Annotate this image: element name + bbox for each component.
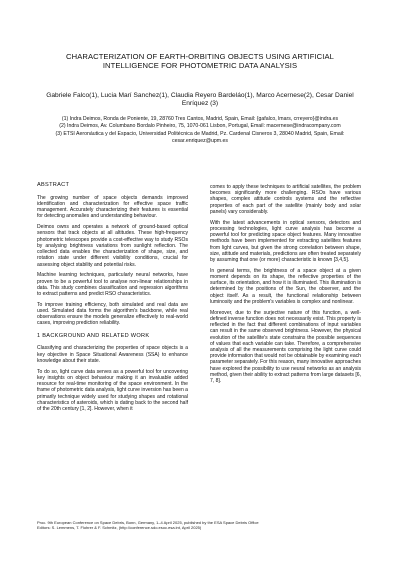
abstract-paragraph: Deimos owns and operates a network of ground-based optical sensors that track objects at all altitudes. These high-frequency photometric telescopes provide a cost-effective way to study RSOs by analysing brightness variations from sunlight reflection. The collected data enables the characterization of shape, size, and rotation state under different visibility conditions, crucial for assessing object stability and potential risks. [37, 224, 188, 268]
abstract-paragraph: The growing number of space objects demands improved identification and characterization for effective space traffic management. Accurately characterizing their features is essential for detecting anomalies and understanding behaviour. [37, 194, 188, 220]
body-paragraph: With the latest advancements in optical sensors, detectors and processing technologies, light curve analysis has become a powerful tool for predicting space object features. Many innovative methods have been implemented for extracting satellites features from light curves, but given the strong correlation between shape, size, attitude and materials, predictions are often treated separately by assuming that one (or more) characteristic is known [3,4,5]. [210, 219, 361, 263]
abstract-heading: ABSTRACT [37, 182, 70, 188]
abstract-paragraph: Machine learning techniques, particularly neural networks, have proven to be a powerful tool to analyse non-linear relationships in data. This study combines classification and regression algorithms to extract patterns and predict RSO characteristics. [37, 272, 188, 297]
body-paragraph: Moreover, due to the surjective nature of this function, a well-defined inverse function does not necessarily exist. This property is reflected in the fact that different combinations of input variables can result in the same observed brightness. However, the physical evolution of the satellite's state constrains the possible sequences of values that each variable can take. Therefore, a comprehensive analysis of all the measurements comprising the light curve could provide information that would not be obtainable by examining each parameter separately. For this reason, many innovative approaches have explored the possibility to use neural networks as an analysis method, given their ability to extract patterns from large datasets [6, 7, 8]. [210, 309, 361, 385]
left-column [37, 182, 188, 417]
paper-title: CHARACTERIZATION OF EARTH-ORBITING OBJECTS USING ARTIFICIAL INTELLIGENCE FOR PHOTOMETRIC DATA ANALYSIS [66, 52, 334, 71]
body-paragraph: comes to apply these techniques to artificial satellites, the problem becomes significantly more challenging. RSOs have various shapes, complex attitude controls systems and the reflective properties of each part of the satellite (mainly body and solar panels) vary considerably. [210, 184, 361, 215]
author-list: Gabriele Falco(1), Lucia Marí Sanchez(1), Claudia Reyero Bardeláo(1), Marco Acernese(2), Cesar Daniel Enríquez (3) [46, 92, 354, 108]
page-footer [37, 520, 367, 531]
body-paragraph: To do so, light curve data serves as a powerful tool for uncovering key insights on object behaviour making it an invaluable added resource for real-time monitoring of the space environment. In the frame of photometric data analysis, light curve inversion has been a primarily technique widely used for studying shapes and rotational characteristics of asteroids, which is dating back to the second half of the 20th century [1, 2]. However, when it [37, 368, 188, 412]
body-paragraph: In general terms, the brightness of a space object at a given moment depends on its shape, the reflective properties of the surface, its orientation, and how it is illuminated. This illumination is determined by the positions of the Sun, the observer, and the object itself. As a result, the functional relationship between luminosity and the problem's variables is complex and nonlinear. [210, 267, 361, 305]
right-column [210, 184, 361, 389]
affiliations [40, 116, 360, 145]
body-paragraph: Classifying and characterizing the properties of space objects is a key objective in Space Situational Awareness (SSA) to enhance knowledge about their state. [37, 345, 188, 364]
footer-line: Editors: S. Lemmens, T. Flohrer & F. Schmitz, (http://conference.sdo.esoc.esa.int, April 2025) [37, 525, 202, 531]
footer-line: Proc. 9th European Conference on Space Debris, Bonn, Germany, 1–4 April 2025, published by the ESA Space Debris Office [37, 520, 259, 525]
affiliation-2: (2) Indra Deimos, Av. Columbano Bordalo Pinheiro, 75, 1070-061 Lisbon, Portugal, Email: macernese@indracompany.com [59, 123, 341, 130]
affiliation-3: (3) ETSI Aeronáutica y del Espacio, Universidad Politécnica de Madrid, Pz. Cardenal Cisneros 3, 28040 Madrid, Spain, Email: cesar.enriquez@upm.es [55, 130, 345, 144]
section-heading: 1 BACKGROUND AND RELATED WORK [37, 332, 150, 339]
abstract-paragraph: To improve training efficiency, both simulated and real data are used. Simulated data forms the algorithm's backbone, while real observations ensure the models generalize effectively to real-world cases, improving prediction reliability. [37, 301, 188, 327]
affiliation-1: (1) Indra Deimos, Ronda de Poniente, 19, 28760 Tres Cantos, Madrid, Spain, Email: {gafalco, lmars, crreyero}@indra.es [61, 116, 339, 122]
